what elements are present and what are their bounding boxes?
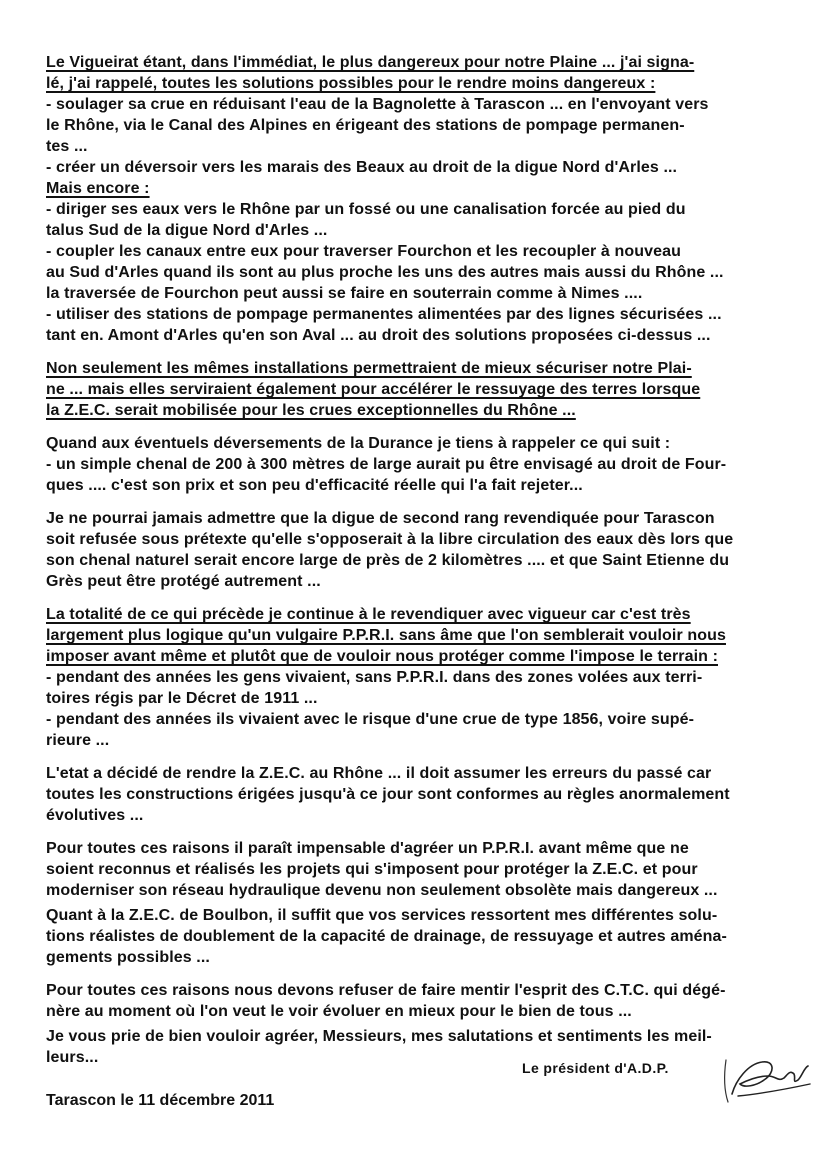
- text-line: toutes les constructions érigées jusqu'à ce jour sont conformes au règles anormalement: [46, 786, 730, 803]
- text-line: L'etat a décidé de rendre la Z.E.C. au Rhône ... il doit assumer les erreurs du passé car: [46, 765, 712, 782]
- text-line: soit refusée sous prétexte qu'elle s'opposerait à la libre circulation des eaux dès lors que: [46, 531, 734, 548]
- text-line: talus Sud de la digue Nord d'Arles ...: [46, 222, 328, 239]
- paragraph-ctc: [46, 980, 806, 1022]
- paragraph-boulbon: [46, 905, 806, 968]
- text-line: la Z.E.C. serait mobilisée pour les crues exceptionnelles du Rhône ...: [46, 402, 576, 419]
- text-line: tant en. Amont d'Arles qu'en son Aval ... au droit des solutions proposées ci-dessus ...: [46, 327, 711, 344]
- text-line: Grès peut être protégé autrement ...: [46, 573, 321, 590]
- text-line: tions réalistes de doublement de la capacité de drainage, de ressuyage et autres aména-: [46, 928, 727, 945]
- text-line: nère au moment où l'on veut le voir évoluer en mieux pour le bien de tous ...: [46, 1003, 632, 1020]
- text-line: tes ...: [46, 138, 88, 155]
- text-line: Non seulement les mêmes installations permettraient de mieux sécuriser notre Plai-: [46, 360, 692, 377]
- text-line: lé, j'ai rappelé, toutes les solutions possibles pour le rendre moins dangereux :: [46, 75, 656, 92]
- letter-body: [46, 52, 806, 1080]
- paragraph-vigueirat-solutions: [46, 52, 806, 346]
- text-line: Pour toutes ces raisons nous devons refuser de faire mentir l'esprit des C.T.C. qui dégé-: [46, 982, 726, 999]
- text-line: évolutives ...: [46, 807, 144, 824]
- handwritten-signature: [718, 1050, 818, 1106]
- paragraph-plaine-security: [46, 358, 806, 421]
- paragraph-etat-zec: [46, 763, 806, 826]
- paragraph-ppri-refusal: [46, 838, 806, 901]
- text-line: gements possibles ...: [46, 949, 210, 966]
- text-line: - créer un déversoir vers les marais des Beaux au droit de la digue Nord d'Arles ...: [46, 159, 678, 176]
- text-line: Pour toutes ces raisons il paraît impensable d'agréer un P.P.R.I. avant même que ne: [46, 840, 689, 857]
- text-line: - soulager sa crue en réduisant l'eau de la Bagnolette à Tarascon ... en l'envoyant vers: [46, 96, 709, 113]
- text-line: - pendant des années ils vivaient avec le risque d'une crue de type 1856, voire supé-: [46, 711, 695, 728]
- text-line: Je ne pourrai jamais admettre que la digue de second rang revendiquée pour Tarascon: [46, 510, 715, 527]
- text-line: toires régis par le Décret de 1911 ...: [46, 690, 318, 707]
- text-line: son chenal naturel serait encore large de près de 2 kilomètres .... et que Saint Etienne du: [46, 552, 730, 569]
- text-line: soient reconnus et réalisés les projets qui s'imposent pour protéger la Z.E.C. et pour: [46, 861, 698, 878]
- text-line: le Rhône, via le Canal des Alpines en érigeant des stations de pompage permanen-: [46, 117, 685, 134]
- paragraph-durance: [46, 433, 806, 496]
- paragraph-digue-tarascon: [46, 508, 806, 592]
- signatory-title: Le président d'A.D.P.: [522, 1060, 669, 1076]
- text-line: moderniser son réseau hydraulique devenu non seulement obsolète mais dangereux ...: [46, 882, 718, 899]
- text-line: Le Vigueirat étant, dans l'immédiat, le plus dangereux pour notre Plaine ... j'ai signa-: [46, 54, 695, 71]
- text-line: rieure ...: [46, 732, 110, 749]
- text-line: Quant à la Z.E.C. de Boulbon, il suffit que vos services ressortent mes différentes solu-: [46, 907, 718, 924]
- text-line: - diriger ses eaux vers le Rhône par un fossé ou une canalisation forcée au pied du: [46, 201, 686, 218]
- text-line: - pendant des années les gens vivaient, sans P.P.R.I. dans des zones volées aux terri-: [46, 669, 703, 686]
- text-line: Quand aux éventuels déversements de la Durance je tiens à rappeler ce qui suit :: [46, 435, 671, 452]
- text-line: Mais encore :: [46, 180, 150, 197]
- text-line: largement plus logique qu'un vulgaire P.P.R.I. sans âme que l'on semblerait vouloir nous: [46, 627, 726, 644]
- text-line: Je vous prie de bien vouloir agréer, Messieurs, mes salutations et sentiments les meil-: [46, 1028, 712, 1045]
- text-line: leurs...: [46, 1049, 99, 1066]
- text-line: La totalité de ce qui précède je continue à le revendiquer avec vigueur car c'est très: [46, 606, 691, 623]
- text-line: ne ... mais elles serviraient également pour accélérer le ressuyage des terres lorsque: [46, 381, 701, 398]
- signature-block: [518, 1050, 818, 1110]
- paragraph-ppri-critique: [46, 604, 806, 751]
- text-line: au Sud d'Arles quand ils sont au plus proche les uns des autres mais aussi du Rhône ...: [46, 264, 724, 281]
- text-line: la traversée de Fourchon peut aussi se faire en souterrain comme à Nimes ....: [46, 285, 643, 302]
- text-line: imposer avant même et plutôt que de vouloir nous protéger comme l'impose le terrain :: [46, 648, 718, 665]
- text-line: - un simple chenal de 200 à 300 mètres de large aurait pu être envisagé au droit de Four-: [46, 456, 727, 473]
- place-date: Tarascon le 11 décembre 2011: [46, 1092, 275, 1109]
- text-line: - coupler les canaux entre eux pour traverser Fourchon et les recoupler à nouveau: [46, 243, 681, 260]
- text-line: ques .... c'est son prix et son peu d'efficacité réelle qui l'a fait rejeter...: [46, 477, 583, 494]
- text-line: - utiliser des stations de pompage permanentes alimentées par des lignes sécurisées ...: [46, 306, 722, 323]
